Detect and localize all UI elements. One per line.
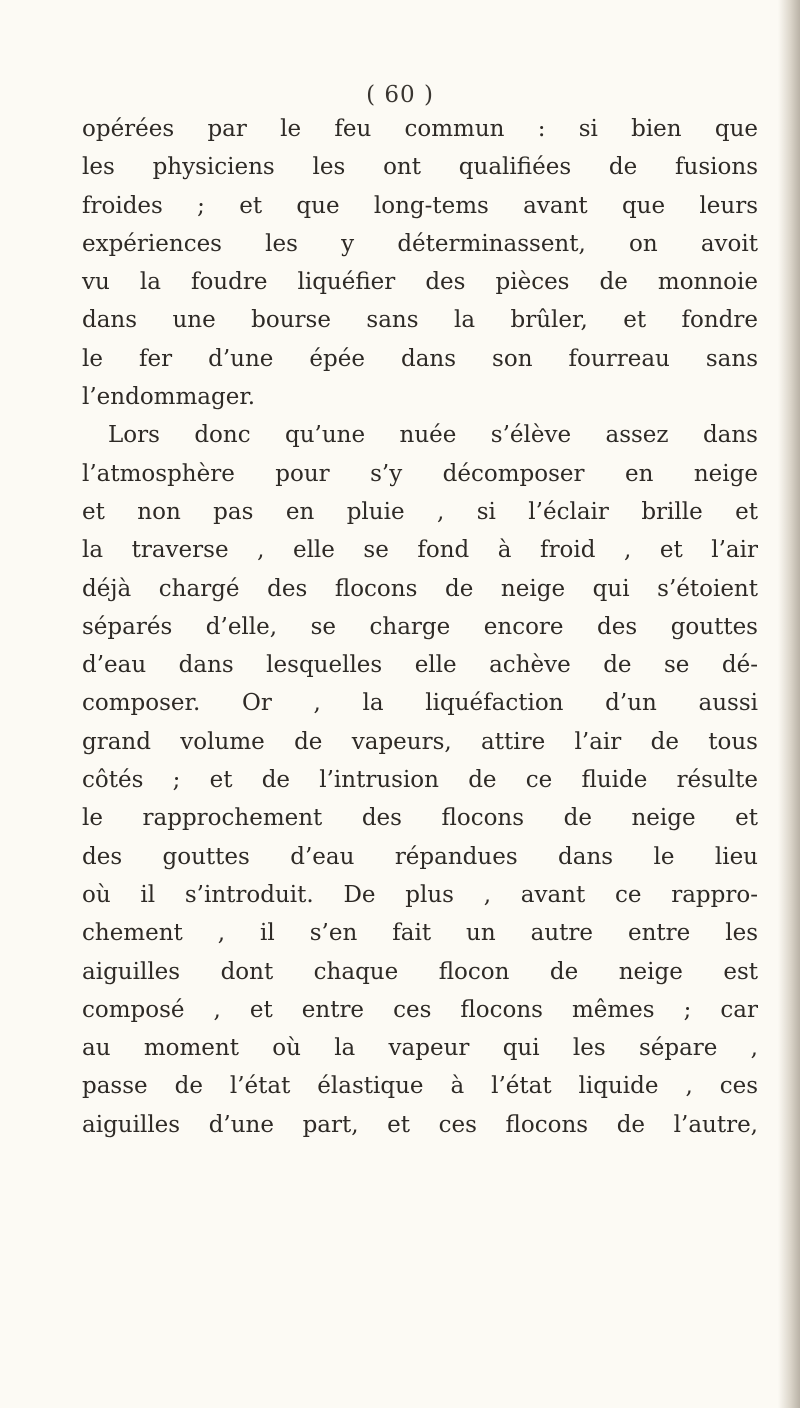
text-line: le fer d’une épée dans son fourreau sans <box>82 345 758 372</box>
text-line: aiguilles dont chaque flocon de neige est <box>82 958 758 985</box>
text-line: déjà chargé des flocons de neige qui s’étoient <box>82 575 758 602</box>
text-line: dans une bourse sans la brûler, et fondre <box>82 307 758 334</box>
text-line: composer. Or , la liquéfaction d’un aussi <box>82 690 758 717</box>
text-line: expériences les y déterminassent, on avoit <box>82 230 758 257</box>
text-line-paragraph-start: Lors donc qu’une nuée s’élève assez dans <box>108 422 758 449</box>
text-line: la traverse , elle se fond à froid , et l’air <box>82 537 758 564</box>
text-line: les physiciens les ont qualifiées de fusions <box>82 154 758 181</box>
text-line-paragraph-end: l’endommager. <box>82 384 256 411</box>
text-line: et non pas en pluie , si l’éclair brille et <box>82 498 758 525</box>
text-line: vu la foudre liquéfier des pièces de monnoie <box>82 269 758 296</box>
text-line: le rapprochement des flocons de neige et <box>82 805 758 832</box>
page-number: ( 60 ) <box>366 82 434 108</box>
text-line: aiguilles d’une part, et ces flocons de l’autre, <box>82 1111 758 1138</box>
page-edge-shadow <box>778 0 800 1408</box>
text-line: passe de l’état élastique à l’état liquide , ces <box>82 1073 758 1100</box>
text-line: composé , et entre ces flocons mêmes ; car <box>82 996 758 1023</box>
text-line: d’eau dans lesquelles elle achève de se dé- <box>82 652 758 679</box>
text-line: grand volume de vapeurs, attire l’air de tous <box>82 728 758 755</box>
text-line: côtés ; et de l’intrusion de ce fluide résulte <box>82 767 758 794</box>
body-text <box>82 110 758 1144</box>
text-line: où il s’introduit. De plus , avant ce rappro- <box>82 881 758 908</box>
text-line: opérées par le feu commun : si bien que <box>82 116 758 142</box>
text-line: chement , il s’en fait un autre entre les <box>82 920 758 947</box>
text-line: séparés d’elle, se charge encore des gouttes <box>82 613 758 640</box>
text-line: l’atmosphère pour s’y décomposer en neige <box>82 460 758 487</box>
text-line: au moment où la vapeur qui les sépare , <box>82 1035 758 1062</box>
text-line: froides ; et que long-tems avant que leurs <box>82 192 758 219</box>
text-line: des gouttes d’eau répandues dans le lieu <box>82 843 758 870</box>
